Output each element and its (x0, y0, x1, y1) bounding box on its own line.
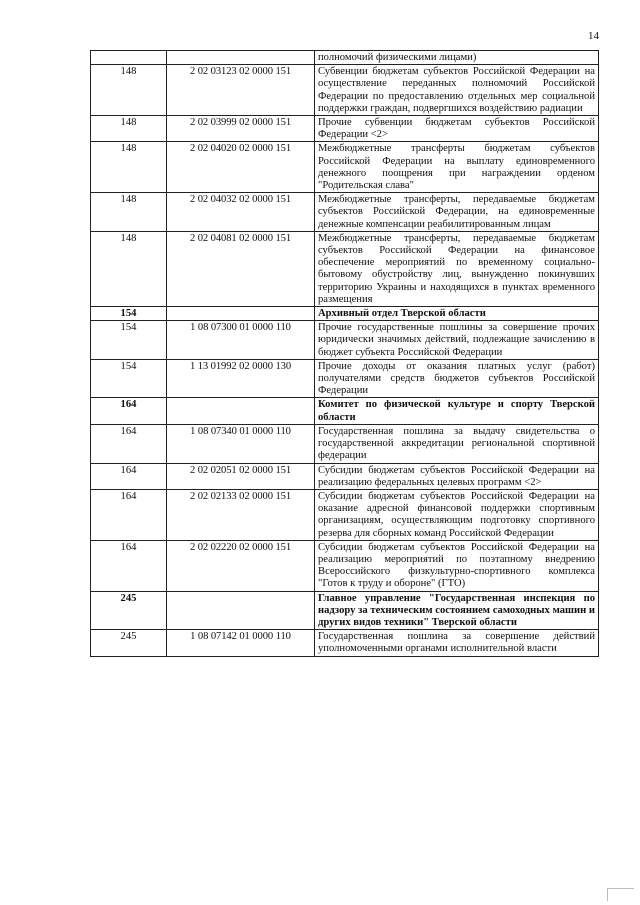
revenue-code-cell: 2 02 03123 02 0000 151 (167, 65, 315, 116)
revenue-code-cell: 1 08 07340 01 0000 110 (167, 424, 315, 463)
department-header-row (91, 591, 599, 630)
admin-code-cell: 154 (91, 321, 167, 360)
description-cell: Прочие доходы от оказания платных услуг (работ) получателями средств бюджетов субъектов Российской Федерации (315, 359, 599, 398)
admin-code-cell: 154 (91, 307, 167, 321)
revenue-code-cell: 2 02 04081 02 0000 151 (167, 231, 315, 306)
table-row (91, 193, 599, 232)
revenue-code-cell: 1 08 07142 01 0000 110 (167, 630, 315, 656)
description-cell: Государственная пошлина за совершение действий уполномоченными органами исполнительной власти (315, 630, 599, 656)
revenue-code-cell: 2 02 02051 02 0000 151 (167, 463, 315, 489)
table-row (91, 424, 599, 463)
table-row (91, 65, 599, 116)
admin-code-cell: 148 (91, 116, 167, 142)
description-cell: Субвенции бюджетам субъектов Российской Федерации на осуществление переданных полномочий Российской Федерации по предоставлению отдельных мер социальной поддержки граждан, подвергшихся воздействию радиации (315, 65, 599, 116)
page-number: 14 (588, 30, 599, 42)
admin-code-cell: 154 (91, 359, 167, 398)
admin-code-cell: 164 (91, 424, 167, 463)
scan-edge-mark (607, 888, 634, 901)
table-row (91, 540, 599, 591)
admin-code-cell (91, 51, 167, 65)
revenue-code-cell (167, 591, 315, 630)
description-cell: Комитет по физической культуре и спорту Тверской области (315, 398, 599, 424)
admin-code-cell: 164 (91, 463, 167, 489)
description-cell: Межбюджетные трансферты бюджетам субъектов Российской Федерации на выплату единовременного денежного поощрения при награждении орденом "Родительская слава" (315, 142, 599, 193)
table-row (91, 359, 599, 398)
description-cell: Субсидии бюджетам субъектов Российской Федерации на оказание адресной финансовой поддержки спортивным организациям, осуществляющим подготовку спортивного резерва для сборных команд Российской Федерации (315, 489, 599, 540)
description-cell: Архивный отдел Тверской области (315, 307, 599, 321)
revenue-code-cell: 2 02 02133 02 0000 151 (167, 489, 315, 540)
description-cell: Субсидии бюджетам субъектов Российской Федерации на реализацию федеральных целевых программ <2> (315, 463, 599, 489)
table-row (91, 51, 599, 65)
table-row (91, 463, 599, 489)
table-row (91, 231, 599, 306)
description-cell: Прочие государственные пошлины за совершение прочих юридически значимых действий, подлежащие зачислению в бюджет субъекта Российской Федерации (315, 321, 599, 360)
department-header-row (91, 307, 599, 321)
admin-code-cell: 164 (91, 489, 167, 540)
description-cell: Межбюджетные трансферты, передаваемые бюджетам субъектов Российской Федерации, на единовременные денежные компенсации реабилитированным лицам (315, 193, 599, 232)
admin-code-cell: 245 (91, 630, 167, 656)
revenue-administrators-table (90, 50, 599, 657)
revenue-code-cell: 2 02 02220 02 0000 151 (167, 540, 315, 591)
admin-code-cell: 164 (91, 540, 167, 591)
revenue-code-cell: 2 02 04020 02 0000 151 (167, 142, 315, 193)
description-cell: Главное управление "Государственная инспекция по надзору за техническим состоянием самоходных машин и других видов техники" Тверской области (315, 591, 599, 630)
admin-code-cell: 148 (91, 142, 167, 193)
description-cell: Государственная пошлина за выдачу свидетельства о государственной аккредитации региональной спортивной федерации (315, 424, 599, 463)
table-row (91, 630, 599, 656)
admin-code-cell: 148 (91, 65, 167, 116)
revenue-code-cell: 2 02 03999 02 0000 151 (167, 116, 315, 142)
description-cell: Субсидии бюджетам субъектов Российской Федерации на реализацию мероприятий по поэтапному внедрению Всероссийского физкультурно-спортивного комплекса "Готов к труду и обороне" (ГТО) (315, 540, 599, 591)
revenue-code-cell (167, 398, 315, 424)
admin-code-cell: 164 (91, 398, 167, 424)
admin-code-cell: 148 (91, 231, 167, 306)
revenue-code-cell (167, 51, 315, 65)
table-row (91, 116, 599, 142)
table-row (91, 321, 599, 360)
department-header-row (91, 398, 599, 424)
description-cell: Прочие субвенции бюджетам субъектов Российской Федерации <2> (315, 116, 599, 142)
table-row (91, 142, 599, 193)
table-body (91, 51, 599, 657)
table-row (91, 489, 599, 540)
admin-code-cell: 245 (91, 591, 167, 630)
admin-code-cell: 148 (91, 193, 167, 232)
description-cell: Межбюджетные трансферты, передаваемые бюджетам субъектов Российской Федерации на финансовое обеспечение мероприятий по временному социально-бытовому обустройству лиц, вынужденно покинувших территорию Украины и находящихся в пунктах временного размещения (315, 231, 599, 306)
revenue-code-cell: 1 13 01992 02 0000 130 (167, 359, 315, 398)
description-cell: полномочий физическими лицами) (315, 51, 599, 65)
revenue-code-cell: 2 02 04032 02 0000 151 (167, 193, 315, 232)
revenue-code-cell: 1 08 07300 01 0000 110 (167, 321, 315, 360)
revenue-code-cell (167, 307, 315, 321)
